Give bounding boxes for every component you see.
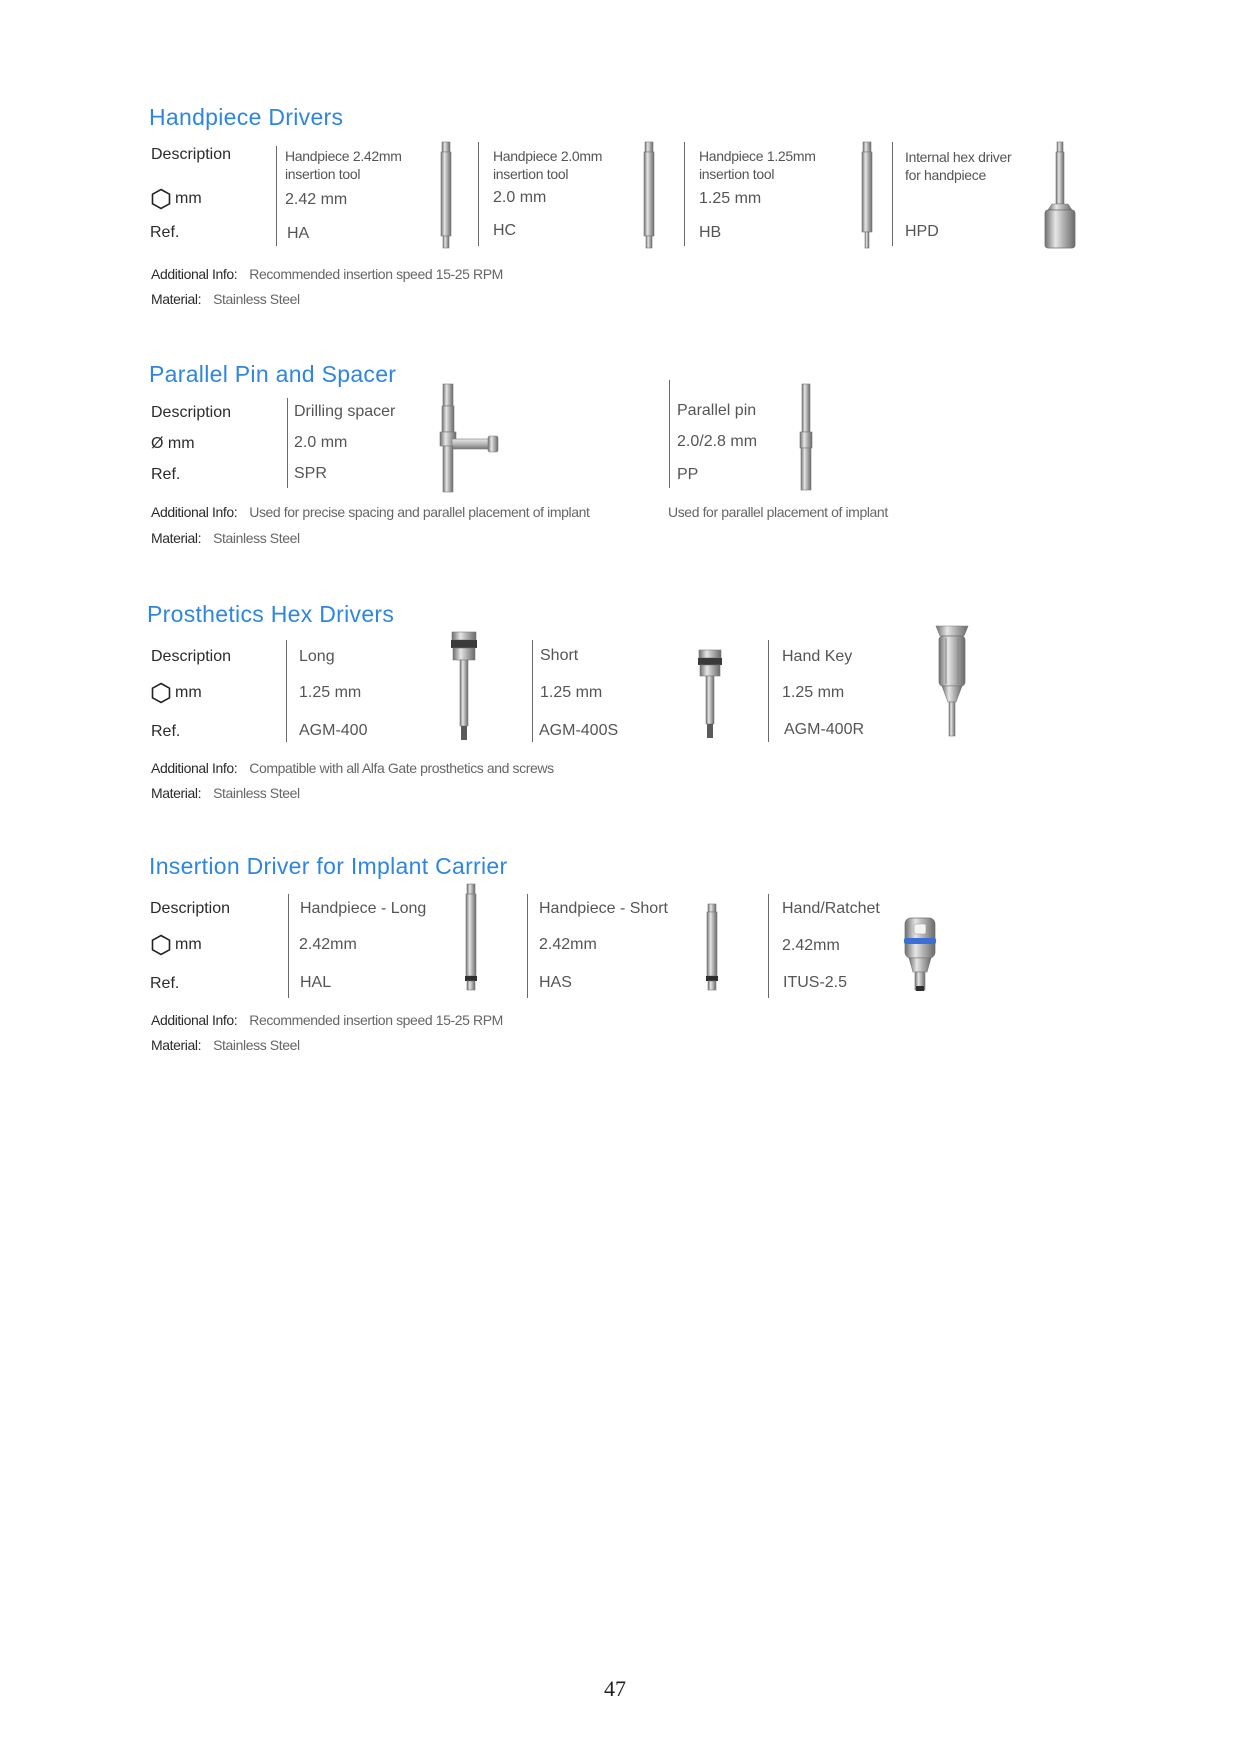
additional-info-label: Additional Info: (151, 266, 238, 282)
item-size: 1.25 mm (782, 684, 845, 701)
item-desc-line1: Handpiece 2.42mm (285, 148, 402, 164)
item-desc-line2: insertion tool (285, 166, 361, 182)
item-desc-line2: for handpiece (905, 167, 986, 183)
handpiece-driver-hc-image (641, 140, 659, 250)
additional-info-value-pin (668, 504, 888, 520)
column-divider (287, 398, 288, 488)
item-size: 1.25 mm (699, 190, 762, 207)
item-desc: Hand Key (782, 648, 853, 665)
item-size: 1.25 mm (299, 684, 362, 701)
item-desc: Hand/Ratchet (782, 900, 880, 917)
item-desc: Handpiece - Long (300, 900, 427, 917)
item-desc: Parallel pin (677, 402, 757, 419)
item-size: 2.42 mm (285, 191, 348, 208)
material-value: Stainless Steel (213, 530, 300, 546)
additional-info-row (151, 266, 503, 282)
hexagon-icon (150, 934, 172, 956)
additional-info-value: Used for precise spacing and parallel placement of implant (249, 504, 590, 520)
item-desc: Handpiece - Short (539, 900, 668, 917)
additional-info-value: Used for parallel placement of implant (668, 504, 888, 520)
mm-label: mm (175, 190, 202, 207)
label-hex-mm (150, 188, 202, 210)
label-ref: Ref. (150, 975, 180, 992)
column-divider (527, 894, 528, 998)
column-divider (276, 146, 277, 246)
item-ref: AGM-400S (539, 722, 619, 739)
handpiece-driver-ha-image (438, 140, 456, 250)
column-divider (684, 142, 685, 246)
section-title-handpiece-drivers: Handpiece Drivers (149, 104, 344, 130)
additional-info-row (151, 760, 554, 776)
item-desc-line2: insertion tool (493, 166, 569, 182)
additional-info-label: Additional Info: (151, 1012, 238, 1028)
hex-driver-long-image (448, 630, 480, 742)
label-ref: Ref. (150, 224, 180, 241)
additional-info-value: Recommended insertion speed 15-25 RPM (249, 266, 503, 282)
item-ref: AGM-400R (784, 721, 865, 738)
label-description: Description (150, 900, 231, 917)
column-divider (892, 142, 893, 246)
material-label: Material: (151, 291, 202, 307)
item-ref: HAL (300, 974, 332, 991)
item-ref: HC (493, 222, 517, 239)
mm-label: mm (175, 936, 202, 953)
additional-info-value: Recommended insertion speed 15-25 RPM (249, 1012, 503, 1028)
column-divider (478, 142, 479, 246)
material-label: Material: (151, 530, 202, 546)
column-divider (768, 640, 769, 742)
column-divider (532, 640, 533, 742)
internal-hex-driver-image (1042, 140, 1078, 252)
item-ref: PP (677, 466, 699, 483)
item-ref: HPD (905, 223, 939, 240)
column-divider (768, 894, 769, 998)
label-ref: Ref. (151, 466, 181, 483)
material-value: Stainless Steel (213, 1037, 300, 1053)
label-description: Description (151, 648, 232, 665)
column-divider (669, 380, 670, 488)
material-value: Stainless Steel (213, 291, 300, 307)
item-size: 2.42mm (782, 937, 840, 954)
item-desc-line2: insertion tool (699, 166, 775, 182)
column-divider (286, 640, 287, 742)
material-value: Stainless Steel (213, 785, 300, 801)
section-title-prosthetics-hex-drivers: Prosthetics Hex Drivers (147, 601, 395, 627)
section-title-parallel-pin: Parallel Pin and Spacer (149, 361, 397, 387)
label-description: Description (151, 146, 232, 163)
label-hex-mm (150, 682, 202, 704)
additional-info-label: Additional Info: (151, 760, 238, 776)
label-description: Description (151, 404, 232, 421)
additional-info-value: Compatible with all Alfa Gate prosthetics and screws (249, 760, 554, 776)
drilling-spacer-image (434, 382, 500, 494)
additional-info-label: Additional Info: (151, 504, 238, 520)
insertion-driver-ratchet-image (901, 916, 939, 994)
item-ref: HAS (539, 974, 572, 991)
mm-label: mm (175, 684, 202, 701)
material-row (151, 785, 300, 801)
item-ref: HA (287, 225, 310, 242)
item-desc-line1: Handpiece 2.0mm (493, 148, 603, 164)
item-ref: ITUS-2.5 (783, 974, 848, 991)
item-desc: Short (540, 647, 579, 664)
insertion-driver-long-image (463, 882, 479, 992)
hex-driver-short-image (695, 648, 725, 742)
material-row (151, 530, 300, 546)
item-size: 2.42mm (299, 936, 357, 953)
material-row (151, 291, 300, 307)
item-size: 2.0/2.8 mm (677, 433, 758, 450)
item-desc-line1: Internal hex driver (905, 149, 1012, 165)
item-ref: AGM-400 (299, 722, 368, 739)
item-size: 1.25 mm (540, 684, 603, 701)
insertion-driver-short-image (704, 902, 720, 994)
column-divider (288, 894, 289, 998)
item-size: 2.42mm (539, 936, 597, 953)
item-desc: Drilling spacer (294, 403, 396, 420)
hexagon-icon (150, 682, 172, 704)
additional-info-row (151, 504, 589, 520)
label-ref: Ref. (151, 723, 181, 740)
label-diameter: Ø mm (151, 435, 195, 452)
material-row (151, 1037, 300, 1053)
item-ref: HB (699, 224, 722, 241)
material-label: Material: (151, 1037, 202, 1053)
parallel-pin-image (798, 382, 814, 492)
handpiece-driver-hb-image (859, 140, 875, 250)
item-desc-line1: Handpiece 1.25mm (699, 148, 816, 164)
item-size: 2.0 mm (294, 434, 348, 451)
material-label: Material: (151, 785, 202, 801)
section-title-insertion-driver: Insertion Driver for Implant Carrier (149, 853, 508, 879)
item-desc: Long (299, 648, 335, 665)
additional-info-row (151, 1012, 503, 1028)
page-number: 47 (604, 1676, 626, 1701)
hand-key-image (932, 622, 972, 740)
item-size: 2.0 mm (493, 189, 547, 206)
item-ref: SPR (294, 465, 327, 482)
hexagon-icon (150, 188, 172, 210)
label-hex-mm (150, 934, 202, 956)
